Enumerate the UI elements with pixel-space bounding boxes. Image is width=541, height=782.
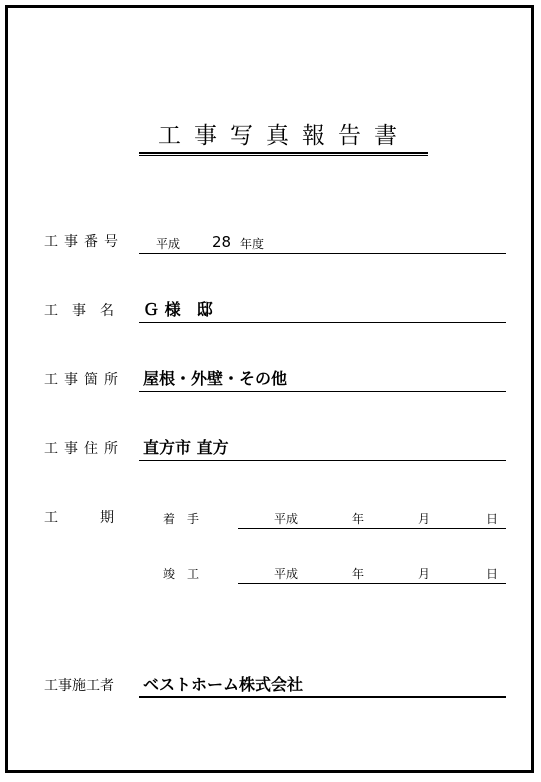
- construction-number-suffix: 年度: [240, 237, 265, 251]
- construction-period-label: 工 期: [44, 510, 114, 526]
- period-start-era: 平成: [274, 512, 299, 526]
- period-start-label: 着 手: [163, 512, 200, 526]
- construction-name-value: Ｇ 様 邸: [143, 300, 213, 319]
- title-underline-thin: [139, 155, 428, 156]
- contractor-label: 工事施工者: [44, 678, 114, 694]
- contractor-value: ベストホーム株式会社: [143, 675, 304, 694]
- period-end-label: 竣 工: [163, 567, 200, 581]
- period-end-day: 日: [486, 567, 499, 581]
- construction-number-line: [139, 253, 506, 254]
- construction-number-year: 28: [212, 233, 232, 251]
- construction-address-label: 工事住所: [44, 441, 124, 457]
- period-start-line: [238, 528, 506, 529]
- construction-location-label: 工事箇所: [44, 372, 124, 388]
- construction-number-era: 平成: [156, 237, 181, 251]
- document-title: 工事写真報告書: [158, 123, 410, 149]
- construction-name-label: 工 事 名: [44, 303, 114, 319]
- period-end-line: [238, 583, 506, 584]
- period-end-era: 平成: [274, 567, 299, 581]
- construction-location-value: 屋根・外壁・その他: [143, 369, 288, 388]
- construction-location-line: [139, 391, 506, 392]
- construction-address-line: [139, 460, 506, 461]
- construction-number-label: 工事番号: [44, 234, 124, 250]
- construction-address-value: 直方市 直方: [143, 438, 229, 457]
- period-start-month: 月: [418, 512, 431, 526]
- title-underline: [139, 152, 428, 154]
- contractor-line: [139, 696, 506, 698]
- period-start-day: 日: [486, 512, 499, 526]
- period-end-month: 月: [418, 567, 431, 581]
- construction-name-line: [139, 322, 506, 323]
- period-end-year: 年: [352, 567, 365, 581]
- period-start-year: 年: [352, 512, 365, 526]
